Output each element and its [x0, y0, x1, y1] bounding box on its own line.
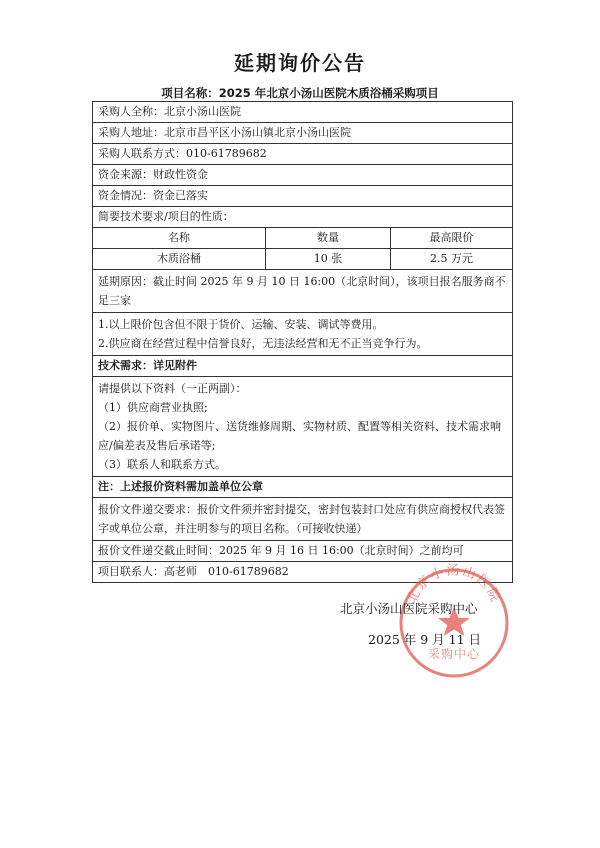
- tech-brief-label: 简要技术要求/项目的性质：: [93, 207, 513, 228]
- purchaser-address: 采购人地址：北京市昌平区小汤山镇北京小汤山医院: [93, 123, 513, 144]
- table-row: [93, 377, 513, 477]
- table-row: [93, 477, 513, 498]
- purchaser-name: 采购人全称：北京小汤山医院: [93, 102, 513, 123]
- conditions-cell: [93, 313, 513, 356]
- header-item-name: 名称: [93, 228, 266, 249]
- item-max-price: 2.5 万元: [391, 249, 513, 270]
- items-row: [93, 249, 513, 270]
- fund-status: 资金情况：资金已落实: [93, 186, 513, 207]
- official-seal: [394, 563, 514, 683]
- seal-note: 注：上述报价资料需加盖单位公章: [93, 477, 513, 498]
- condition-item: 2.供应商在经营过程中信誉良好，无违法经营和无不正当竞争行为。: [98, 337, 428, 350]
- svg-text:北京小汤山医院: 北京小汤山医院: [404, 563, 504, 606]
- project-name: 项目名称：2025 年北京小汤山医院木质浴桶采购项目: [161, 86, 439, 100]
- items-header-row: [93, 228, 513, 249]
- materials-item: （1）供应商营业执照;: [98, 401, 208, 414]
- condition-item: 1.以上限价包含但不限于货价、运输、安装、调试等费用。: [98, 318, 384, 331]
- seal-graphic: [394, 563, 514, 683]
- materials-item: （2）报价单、实物图片、送货维修周期、实物材质、配置等相关资料、技术需求响应/偏差表及售后承诺等;: [98, 420, 501, 452]
- project-contact: 项目联系人：高老师 010-61789682: [93, 562, 513, 583]
- table-row: [93, 270, 513, 313]
- table-row: [93, 207, 513, 228]
- tech-requirement: 技术需求：详见附件: [93, 356, 513, 377]
- materials-cell: [93, 377, 513, 477]
- signature-date: 2025 年 9 月 11 日: [368, 632, 482, 647]
- table-row: [93, 165, 513, 186]
- table-row: [93, 356, 513, 377]
- table-row: [93, 186, 513, 207]
- delay-reason: 延期原因：截止时间 2025 年 9 月 10 日 16:00（北京时间），该项目报名服务商不足三家: [93, 270, 513, 313]
- table-row: [93, 102, 513, 123]
- submit-method: 报价文件递交要求：报价文件须并密封提交，密封包装封口处应有供应商授权代表签字或单位公章，并注明参与的项目名称。（可接收快递）: [93, 498, 513, 541]
- item-name: 木质浴桶: [93, 249, 266, 270]
- table-row: [93, 144, 513, 165]
- table-row: [93, 313, 513, 356]
- table-row: [93, 541, 513, 562]
- document-title: 延期询价公告: [234, 51, 366, 75]
- svg-text:采购中心: 采购中心: [427, 647, 481, 661]
- purchaser-contact: 采购人联系方式：010-61789682: [93, 144, 513, 165]
- fund-source: 资金来源：财政性资金: [93, 165, 513, 186]
- materials-item: （3）联系人和联系方式。: [98, 458, 226, 471]
- signature-organization: 北京小汤山医院采购中心: [340, 601, 478, 616]
- table-row: [93, 123, 513, 144]
- header-quantity: 数量: [266, 228, 391, 249]
- table-row: [93, 498, 513, 541]
- item-quantity: 10 张: [266, 249, 391, 270]
- announcement-table: [92, 101, 513, 583]
- materials-intro: 请提供以下资料（一正两副）：: [98, 382, 247, 395]
- header-max-price: 最高限价: [391, 228, 513, 249]
- submit-deadline: 报价文件递交截止时间：2025 年 9 月 16 日 16:00（北京时间）之前均可: [93, 541, 513, 562]
